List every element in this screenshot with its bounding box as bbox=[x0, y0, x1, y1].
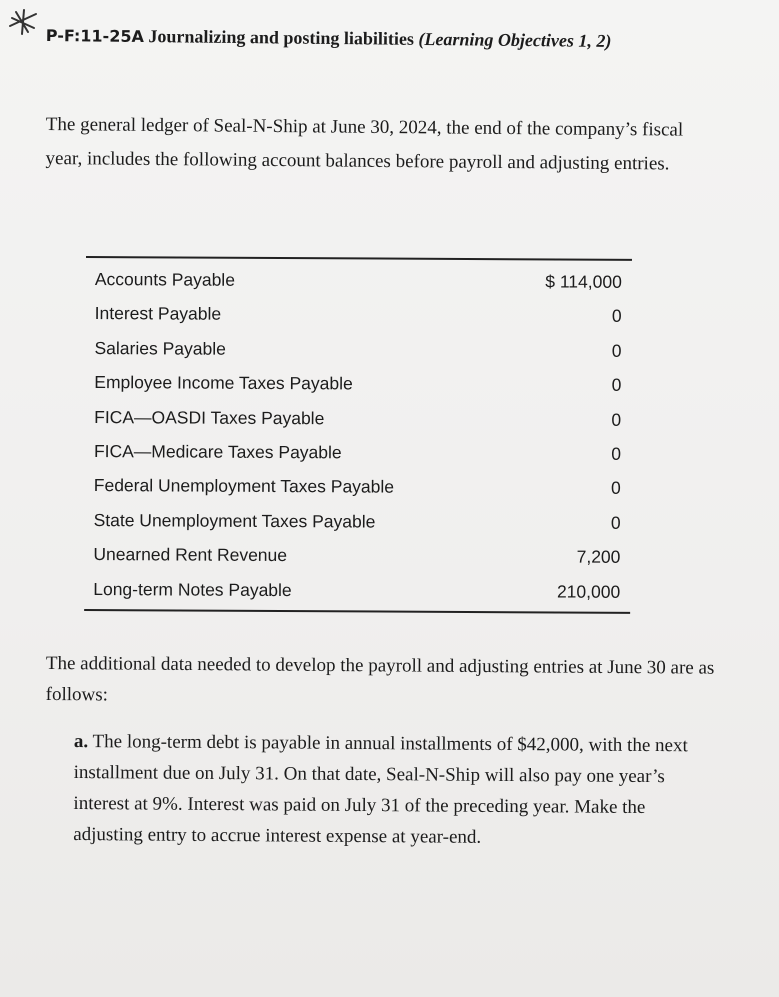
account-name: FICA—OASDI Taxes Payable bbox=[94, 406, 325, 428]
problem-number: P-F:11-25A bbox=[45, 25, 145, 47]
item-letter: a. bbox=[73, 730, 89, 753]
handwritten-star-mark-icon bbox=[6, 6, 42, 36]
account-balance: 0 bbox=[611, 443, 622, 464]
account-balance: 0 bbox=[611, 409, 622, 430]
intro-paragraph: The general ledger of Seal-N-Ship at June 30, 2024, the end of the company’s fiscal year, includes the following account balances before payroll and adjusting entries. bbox=[45, 113, 684, 175]
account-balance: $ 114,000 bbox=[545, 271, 622, 292]
ledger-row bbox=[84, 572, 630, 609]
account-name: Salaries Payable bbox=[94, 337, 226, 359]
account-name: Accounts Payable bbox=[94, 269, 236, 290]
account-name: FICA—Medicare Taxes Payable bbox=[93, 440, 342, 463]
account-name: Long-term Notes Payable bbox=[93, 578, 292, 600]
ledger-row bbox=[84, 537, 630, 574]
account-balance: 7,200 bbox=[576, 546, 621, 567]
ledger-row bbox=[86, 296, 632, 333]
additional-data-paragraph: The additional data needed to develop the payroll and adjusting entries at June 30 are as follows: bbox=[45, 652, 715, 706]
account-balance: 0 bbox=[611, 306, 622, 327]
instruction-item-a bbox=[73, 726, 714, 854]
ledger-balances-table bbox=[84, 256, 632, 614]
account-balance: 0 bbox=[610, 512, 621, 533]
account-name: Unearned Rent Revenue bbox=[93, 544, 288, 566]
ledger-row bbox=[85, 468, 631, 505]
ledger-row bbox=[86, 262, 632, 299]
account-name: Interest Payable bbox=[94, 303, 222, 325]
ledger-row bbox=[85, 434, 631, 471]
item-text: The long-term debt is payable in annual installments of $42,000, with the next installment due on July 31. On that date, Seal-N-Ship will also pay one year’s interest at 9%. Interest was paid on July 31 of the preceding year. Make the adjusting entry to accrue interest expense at year-end. bbox=[73, 731, 688, 848]
ledger-row bbox=[85, 331, 631, 368]
ledger-row bbox=[85, 365, 631, 402]
learning-objectives: (Learning Objectives 1, 2) bbox=[418, 28, 612, 51]
problem-heading bbox=[46, 18, 746, 60]
account-balance: 210,000 bbox=[556, 580, 621, 602]
account-balance: 0 bbox=[611, 340, 622, 361]
account-name: State Unemployment Taxes Payable bbox=[93, 509, 376, 532]
account-balance: 0 bbox=[611, 478, 621, 499]
account-name: Employee Income Taxes Payable bbox=[94, 372, 353, 394]
account-balance: 0 bbox=[611, 374, 622, 395]
problem-title: Journalizing and posting liabilities bbox=[148, 26, 415, 49]
ledger-row bbox=[85, 400, 631, 437]
ledger-row bbox=[85, 503, 631, 540]
account-name: Federal Unemployment Taxes Payable bbox=[93, 475, 395, 497]
